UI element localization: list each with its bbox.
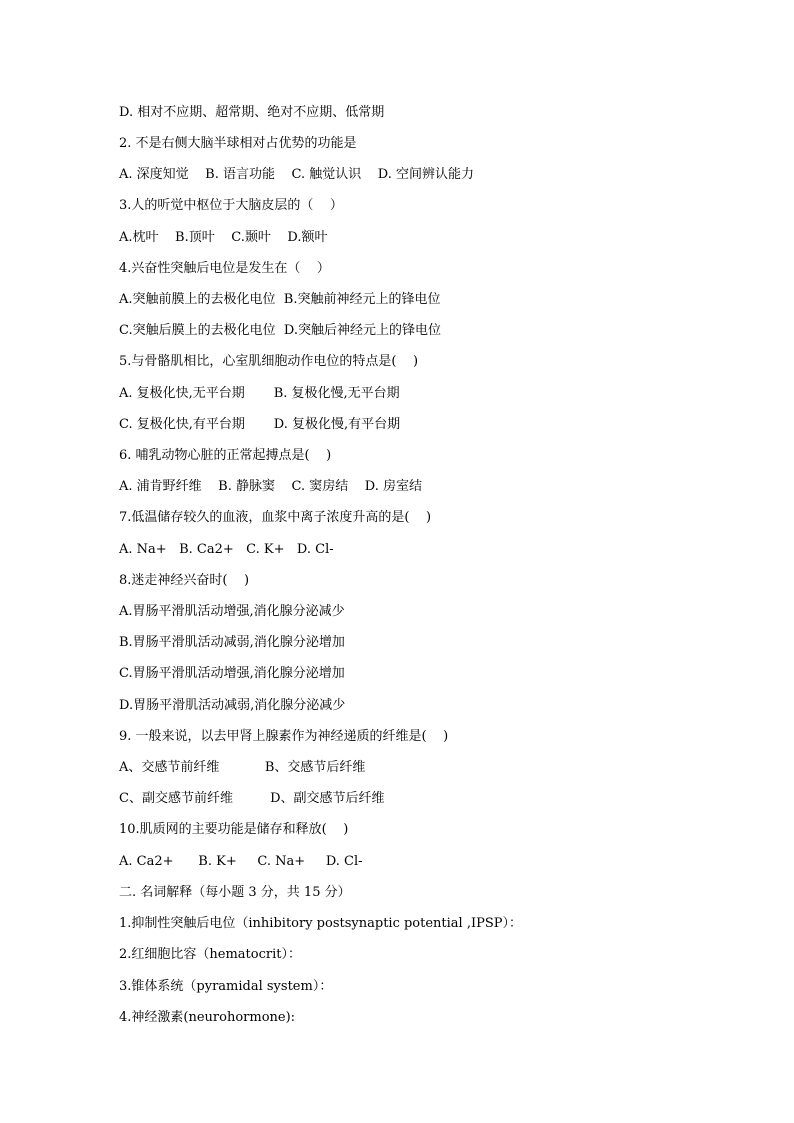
q8-stem: 8.迷走神经兴奋时( ) [119, 573, 250, 588]
term-2: 2.红细胞比容（hematocrit）： [119, 947, 301, 962]
q8-option-c: C.胃肠平滑肌活动增强,消化腺分泌增加 [119, 666, 345, 681]
q1-option-d: D. 相对不应期、超常期、绝对不应期、低常期 [119, 105, 385, 120]
section-2-heading: 二. 名词解释（每小题 3 分，共 15 分） [119, 885, 351, 900]
q3-options: A.枕叶 B.顶叶 C.颞叶 D.额叶 [119, 230, 328, 245]
q7-stem: 7.低温储存较久的血液，血浆中离子浓度升高的是( ) [119, 510, 432, 525]
q4-stem: 4.兴奋性突触后电位是发生在（ ） [119, 261, 330, 276]
q6-options: A. 浦肯野纤维 B. 静脉窦 C. 窦房结 D. 房室结 [119, 479, 423, 494]
q3-stem: 3.人的听觉中枢位于大脑皮层的（ ） [119, 198, 343, 213]
q4-options-ab: A.突触前膜上的去极化电位 B.突触前神经元上的锋电位 [119, 292, 441, 307]
q9-options-ab: A、交感节前纤维 B、交感节后纤维 [119, 760, 366, 775]
q8-option-d: D.胃肠平滑肌活动减弱,消化腺分泌减少 [119, 698, 346, 713]
q2-options: A. 深度知觉 B. 语言功能 C. 触觉认识 D. 空间辨认能力 [119, 167, 475, 182]
q4-options-cd: C.突触后膜上的去极化电位 D.突触后神经元上的锋电位 [119, 323, 441, 338]
q10-options: A. Ca2+ B. K+ C. Na+ D. Cl- [119, 854, 363, 869]
q2-stem: 2. 不是右侧大脑半球相对占优势的功能是 [119, 136, 357, 151]
q9-stem: 9. 一般来说，以去甲肾上腺素作为神经递质的纤维是( ) [119, 729, 449, 744]
q5-options-cd: C. 复极化快,有平台期 D. 复极化慢,有平台期 [119, 417, 401, 432]
q8-option-b: B.胃肠平滑肌活动减弱,消化腺分泌增加 [119, 635, 345, 650]
q9-options-cd: C、副交感节前纤维 D、副交感节后纤维 [119, 791, 385, 806]
term-4: 4.神经激素(neurohormone): [119, 1010, 296, 1025]
q7-options: A. Na+ B. Ca2+ C. K+ D. Cl- [119, 542, 334, 557]
q8-option-a: A.胃肠平滑肌活动增强,消化腺分泌减少 [119, 604, 345, 619]
term-1: 1.抑制性突触后电位（inhibitory postsynaptic potential ,IPSP）： [119, 916, 523, 931]
q10-stem: 10.肌质网的主要功能是储存和释放( ) [119, 822, 349, 837]
q5-options-ab: A. 复极化快,无平台期 B. 复极化慢,无平台期 [119, 386, 400, 401]
q6-stem: 6. 哺乳动物心脏的正常起搏点是( ) [119, 448, 332, 463]
q5-stem: 5.与骨骼肌相比，心室肌细胞动作电位的特点是( ) [119, 354, 419, 369]
term-3: 3.锥体系统（pyramidal system）： [119, 979, 333, 994]
